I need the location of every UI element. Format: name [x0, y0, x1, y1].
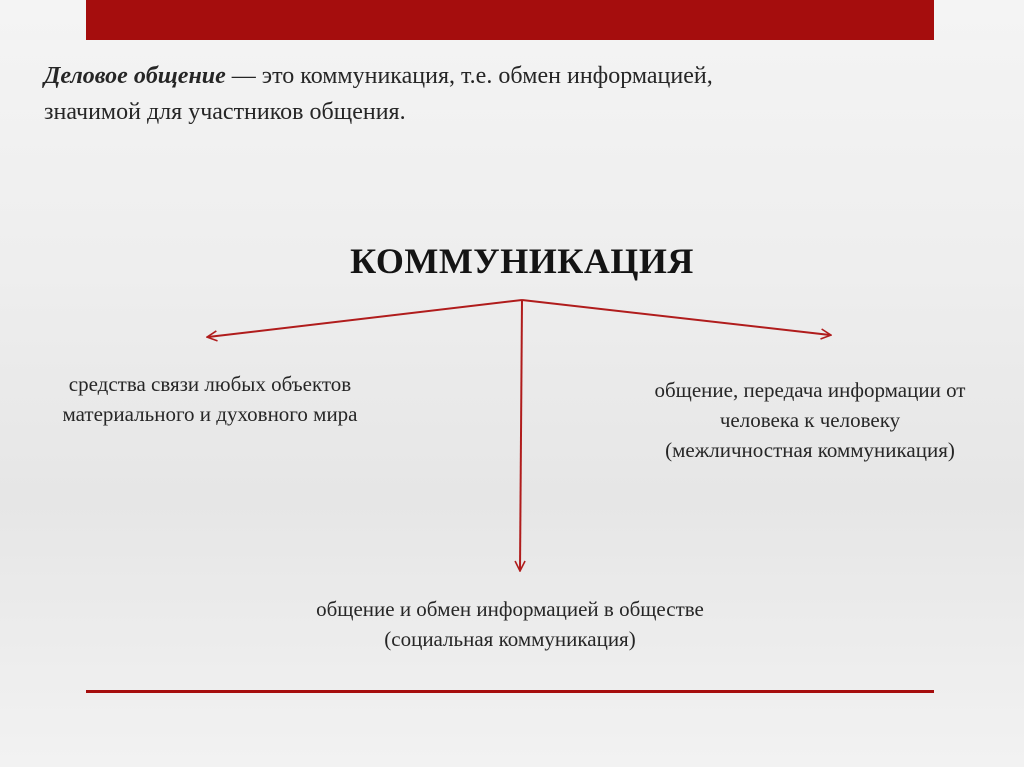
definition-rest: — это коммуникация, т.е. обмен информацией,	[225, 63, 713, 89]
bottom-node	[230, 594, 790, 654]
arrow-left	[208, 300, 522, 337]
left-node-line-2: материального и духовного мира	[62, 402, 358, 426]
right-node-line-3: (межличностная коммуникация)	[665, 438, 955, 462]
left-node-line-1: средства связи любых объектов	[68, 372, 352, 396]
definition-line-2: значимой для участников общения.	[44, 99, 406, 125]
center-node: КОММУНИКАЦИЯ	[350, 241, 694, 281]
definition-term: Деловое общение	[44, 63, 226, 89]
arrow-down	[520, 300, 522, 570]
right-node-line-1: общение, передача информации от	[654, 378, 966, 402]
arrow-right	[522, 300, 830, 335]
left-node	[0, 369, 420, 429]
bottom-node-line-1: общение и обмен информацией в обществе	[316, 597, 704, 621]
right-node	[580, 375, 1024, 465]
right-node-line-2: человека к человеку	[719, 408, 901, 432]
bottom-divider	[86, 690, 934, 693]
bottom-node-line-2: (социальная коммуникация)	[384, 627, 636, 651]
